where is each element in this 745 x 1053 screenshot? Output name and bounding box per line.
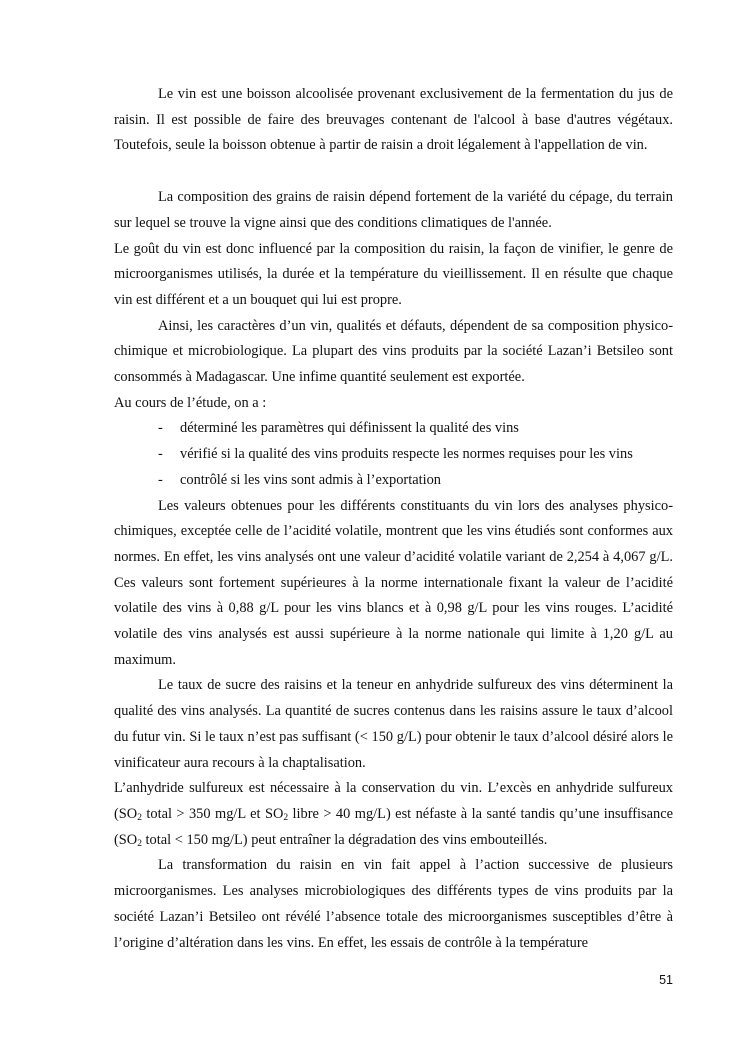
paragraph-wine-characteristics: Ainsi, les caractères d’un vin, qualités et défauts, dépendent de sa composition physico-chimique et microbiologique. La plupart des vins produits par la société Lazan’i Betsileo sont consommés à Madagascar. Une infime quantité seulement est exportée. (114, 317, 673, 386)
bullet-dash: - (158, 471, 163, 488)
paragraph-grape-composition: La composition des grains de raisin dépend fortement de la variété du cépage, du terrain sur lequel se trouve la vigne ainsi que des conditions climatiques de l'année. (114, 189, 673, 231)
bullet-dash: - (158, 420, 163, 437)
bullet-dash: - (158, 446, 163, 463)
paragraph-sugar-sulfur: Le taux de sucre des raisins et la teneur en anhydride sulfureux des vins déterminent la qualité des vins analysés. La quantité de sucres contenus dans les raisins assure le taux d’alcool du futur vin. Si le taux n’est pas suffisant (< 150 g/L) pour obtenir le taux d’alcool désiré alors le vinificateur aura recours à la chaptalisation. (114, 677, 673, 771)
body-text (114, 82, 673, 956)
list-item-text: contrôlé si les vins sont admis à l’exportation (180, 471, 441, 488)
list-item (114, 442, 673, 468)
paragraph-microbiological-analysis: La transformation du raisin en vin fait appel à l’action successive de plusieurs microorganismes. Les analyses microbiologiques des différents types de vins produits par la société Lazan’i Betsileo ont révélé l’absence totale des microorganismes susceptibles d’être à l’origine d’altération dans les vins. En effet, les essais de contrôle à la température (114, 857, 673, 951)
list-item (114, 468, 673, 494)
study-objectives-list (114, 416, 673, 493)
paragraph-sulfur-dioxide: L’anhydride sulfureux est nécessaire à la conservation du vin. L’excès en anhydride sulfureux ($SO_2$ total > 350 mg/L et $SO_2$ libre > 40 mg/L) est néfaste à la santé tandis qu’une insuffisance ($SO_2$ total < 150 mg/L) peut entraîner la dégradation des vins embouteillés. (114, 780, 673, 849)
paragraph-taste-influence: Le goût du vin est donc influencé par la composition du raisin, la façon de vinifier, le genre de microorganismes utilisés, la durée et la température du vieillissement. Il en résulte que chaque vin est différent et a un bouquet qui lui est propre. (114, 240, 673, 308)
paragraph-physico-chemical-results: Les valeurs obtenues pour les différents constituants du vin lors des analyses physico-chimiques, exceptée celle de l’acidité volatile, montrent que les vins étudiés sont conformes aux normes. En effet, les vins analysés ont une valeur d’acidité volatile variant de 2,254 à 4,067 g/L. Ces valeurs sont fortement supérieures à la norme internationale fixant la valeur de l’acidité volatile des vins à 0,88 g/L pour les vins blancs et à 0,98 g/L pour les vins rouges. L’acidité volatile des vins analysés est aussi supérieure à la norme nationale qui limite à 1,20 g/L au maximum. (114, 497, 673, 668)
paragraph-spacer (114, 159, 673, 185)
list-item-text: déterminé les paramètres qui définissent la qualité des vins (180, 420, 519, 437)
list-item (114, 416, 673, 442)
list-item-text: vérifié si la qualité des vins produits respecte les normes requises pour les vins (180, 446, 633, 463)
paragraph-wine-definition: Le vin est une boisson alcoolisée provenant exclusivement de la fermentation du jus de raisin. Il est possible de faire des breuvages contenant de l'alcool à base d'autres végétaux. Toutefois, seule la boisson obtenue à partir de raisin a droit légalement à l'appellation de vin. (114, 86, 673, 154)
page-number: 51 (659, 973, 673, 987)
paragraph-study-intro: Au cours de l’étude, on a : (114, 394, 267, 411)
